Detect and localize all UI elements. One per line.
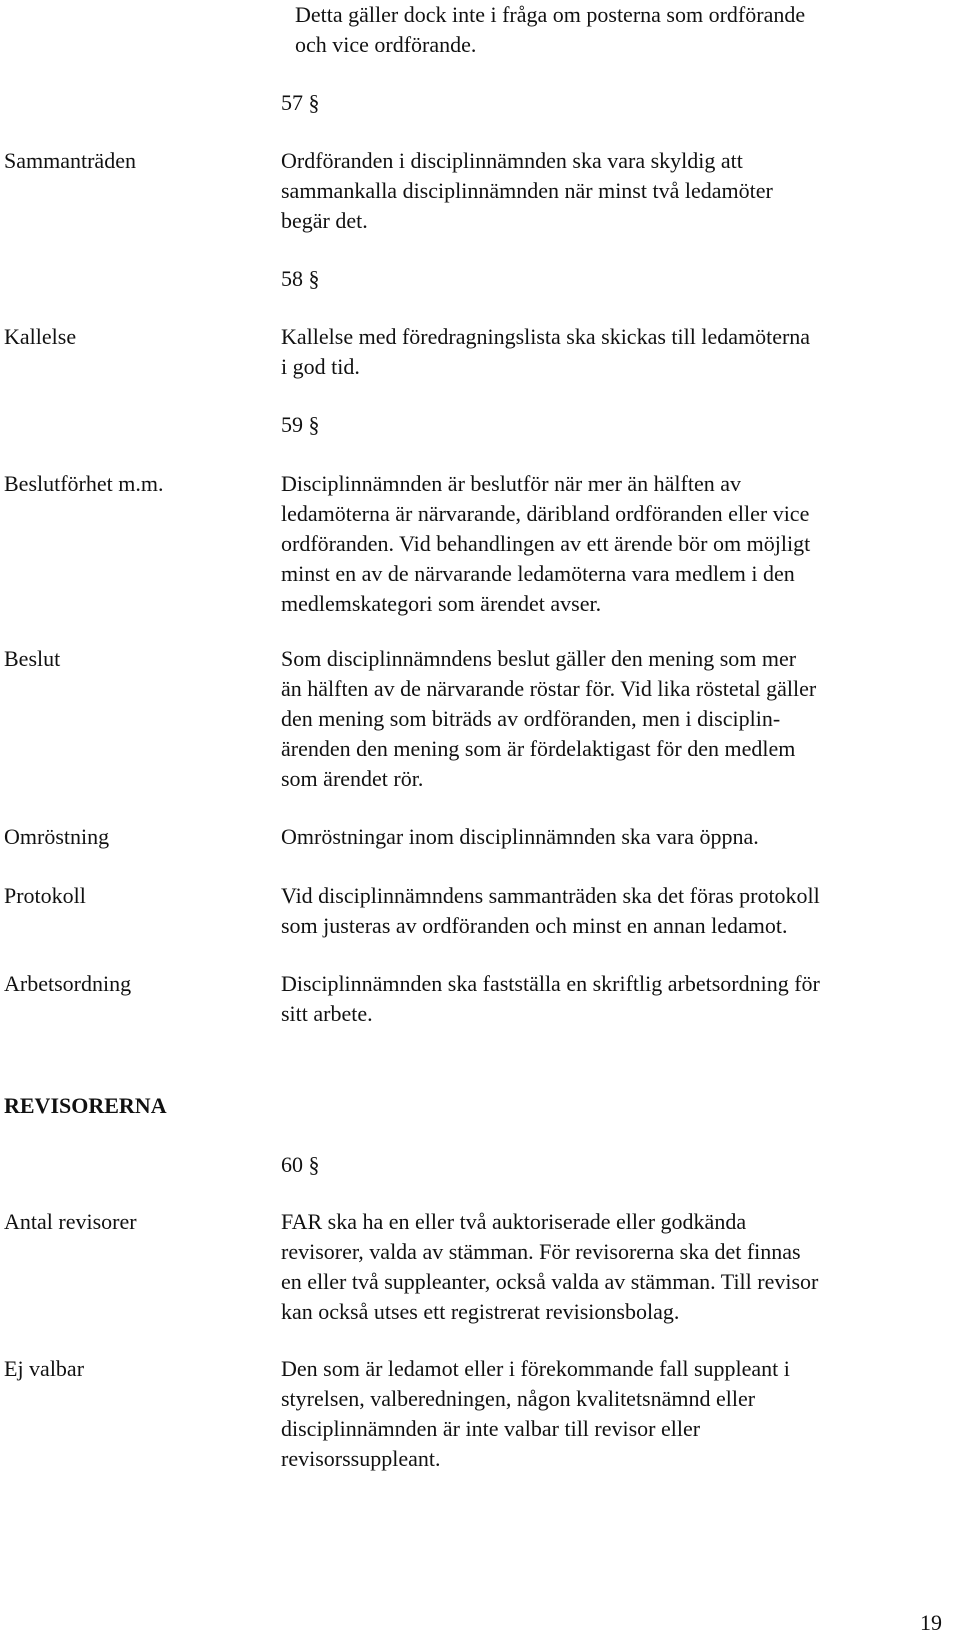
text-line: revisorer, valda av stämman. För revisorerna ska det finnas: [281, 1239, 801, 1264]
text-line: ordföranden. Vid behandlingen av ett ärende bör om möjligt: [281, 531, 811, 556]
text-line: ledamöterna är närvarande, däribland ordföranden eller vice: [281, 501, 810, 526]
text-line: Disciplinnämnden ska fastställa en skriftlig arbetsordning för: [281, 971, 820, 996]
text-line: och vice ordförande.: [295, 32, 477, 57]
text-line: som justeras av ordföranden och minst en annan ledamot.: [281, 913, 788, 938]
text-line: den mening som biträds av ordföranden, men i disciplin-: [281, 706, 781, 731]
text-line: Kallelse med föredragningslista ska skickas till ledamöterna: [281, 324, 811, 349]
text-line: Ordföranden i disciplinnämnden ska vara skyldig att: [281, 148, 743, 173]
side-label-arbetsordning: Arbetsordning: [4, 971, 132, 996]
text-line: disciplinnämnden är inte valbar till revisor eller: [281, 1416, 701, 1441]
section-number-58: 58 §: [281, 266, 320, 291]
section-number-60: 60 §: [281, 1152, 320, 1177]
text-line: sitt arbete.: [281, 1001, 373, 1026]
text-line: sammankalla disciplinnämnden när minst två ledamöter: [281, 178, 773, 203]
text-line: än hälften av de närvarande röstar för. Vid lika röstetal gäller: [281, 676, 817, 701]
text-line: medlemskategori som ärendet avser.: [281, 591, 602, 616]
side-label-protokoll: Protokoll: [4, 883, 86, 908]
text-line: begär det.: [281, 208, 368, 233]
text-line: Omröstningar inom disciplinnämnden ska vara öppna.: [281, 824, 759, 849]
text-line: minst en av de närvarande ledamöterna vara medlem i den: [281, 561, 795, 586]
side-label-ej-valbar: Ej valbar: [4, 1356, 85, 1381]
paragraph-protokoll: [281, 881, 931, 941]
side-label-antal-revisorer: Antal revisorer: [4, 1209, 137, 1234]
paragraph-60: [281, 1207, 931, 1327]
text-line: Detta gäller dock inte i fråga om posterna som ordförande: [295, 2, 806, 27]
section-number-57: 57 §: [281, 90, 320, 115]
chapter-heading: REVISORERNA: [4, 1093, 167, 1118]
text-line: styrelsen, valberedningen, någon kvalitetsnämnd eller: [281, 1386, 756, 1411]
text-line: i god tid.: [281, 354, 360, 379]
text-line: Som disciplinnämndens beslut gäller den mening som mer: [281, 646, 797, 671]
paragraph-59: [281, 469, 931, 619]
paragraph-58: [281, 322, 931, 382]
intro-paragraph: [295, 0, 945, 60]
paragraph-beslut: [281, 644, 931, 794]
side-label-beslutforhet: Beslutförhet m.m.: [4, 471, 164, 496]
paragraph-omrostning: [281, 822, 931, 852]
page-number: 19: [920, 1610, 942, 1635]
text-line: FAR ska ha en eller två auktoriserade eller godkända: [281, 1209, 747, 1234]
side-label-sammantraden: Sammanträden: [4, 148, 136, 173]
side-label-omrostning: Omröstning: [4, 824, 110, 849]
text-line: Vid disciplinnämndens sammanträden ska det föras protokoll: [281, 883, 820, 908]
text-line: Disciplinnämnden är beslutför när mer än hälften av: [281, 471, 742, 496]
text-line: kan också utses ett registrerat revisionsbolag.: [281, 1299, 680, 1324]
paragraph-ej-valbar: [281, 1354, 931, 1474]
side-label-beslut: Beslut: [4, 646, 61, 671]
text-line: en eller två suppleanter, också valda av stämman. Till revisor: [281, 1269, 819, 1294]
text-line: revisorssuppleant.: [281, 1446, 441, 1471]
text-line: ärenden den mening som är fördelaktigast för den medlem: [281, 736, 796, 761]
paragraph-arbetsordning: [281, 969, 931, 1029]
text-line: som ärendet rör.: [281, 766, 424, 791]
paragraph-57: [281, 146, 931, 236]
section-number-59: 59 §: [281, 412, 320, 437]
text-line: Den som är ledamot eller i förekommande fall suppleant i: [281, 1356, 790, 1381]
side-label-kallelse: Kallelse: [4, 324, 77, 349]
